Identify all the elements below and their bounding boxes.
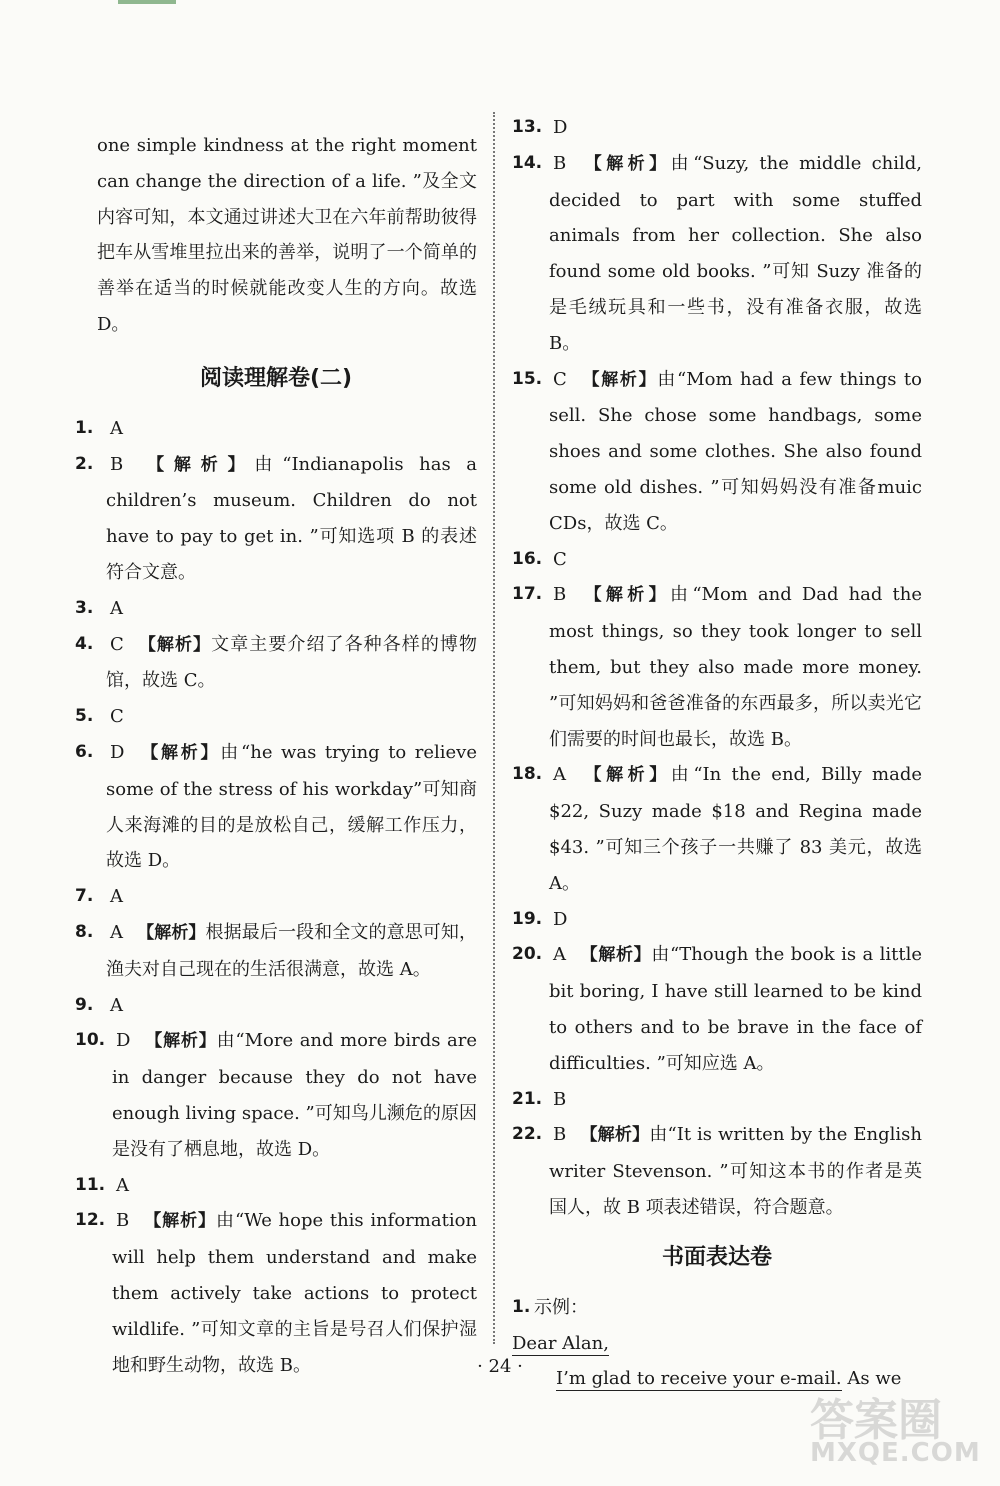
answer-letter: D xyxy=(110,741,125,763)
item-number: 14. xyxy=(512,152,543,173)
answer-list-left xyxy=(75,411,477,1384)
intro-paragraph: one simple kindness at the right moment can change the direction of a life. ”及全文内容可知，本文通过讲述大卫在六年前帮助彼得把车从雪堆里拉出来的善举，说明了一个简单的善举在适当的时候就能改变人生的方向。故选 D。 xyxy=(97,135,477,335)
answer-item xyxy=(512,146,922,362)
analysis-tag: 【解析】 xyxy=(580,585,670,606)
answer-item xyxy=(512,110,922,146)
answer-item xyxy=(512,1082,922,1118)
answer-item xyxy=(75,591,477,627)
item-number: 21. xyxy=(512,1088,543,1109)
page-number: · 24 · xyxy=(477,1356,523,1377)
answer-item xyxy=(512,937,922,1081)
analysis-tag: 【解析】 xyxy=(580,765,671,786)
item-number: 3. xyxy=(75,597,94,618)
answer-letter: D xyxy=(116,1030,131,1052)
analysis-text: 由“Though the book is a little bit boring, I have still learned to be kind to others and to be brave in the face of difficulties. ”可知应选 A。 xyxy=(549,944,923,1074)
top-color-mark xyxy=(118,0,176,4)
salutation-text: Dear Alan, xyxy=(512,1332,609,1354)
item-number: 1. xyxy=(75,417,94,438)
analysis-tag: 【解析】 xyxy=(580,945,652,966)
analysis-text: 文章主要介绍了各种各样的博物馆，故选 C。 xyxy=(106,633,478,692)
answer-item xyxy=(75,915,477,988)
answer-letter: C xyxy=(553,368,567,390)
left-column xyxy=(75,110,477,1383)
writing-label: 示例： xyxy=(534,1296,588,1318)
answer-item xyxy=(512,902,922,938)
answer-letter: A xyxy=(553,944,566,966)
answer-letter: B xyxy=(553,1088,567,1110)
answer-letter: C xyxy=(110,706,124,728)
answer-letter: A xyxy=(110,597,123,619)
answer-item xyxy=(75,447,477,591)
right-column xyxy=(512,110,922,1397)
answer-item xyxy=(75,735,477,879)
item-number: 19. xyxy=(512,908,543,929)
column-divider xyxy=(493,112,495,1344)
item-number: 22. xyxy=(512,1124,543,1145)
item-number: 10. xyxy=(75,1030,106,1051)
answer-letter: A xyxy=(110,994,123,1016)
analysis-text: 由“In the end, Billy made $22, Suzy made $18 and Regina made $43. ”可知三个孩子一共赚了 83 美元，故选 A。 xyxy=(549,764,922,894)
answer-letter: A xyxy=(110,921,123,943)
answer-letter: A xyxy=(110,886,123,908)
watermark-logo xyxy=(780,1384,980,1474)
analysis-tag: 【解析】 xyxy=(143,1211,217,1232)
answer-item xyxy=(512,577,922,757)
analysis-tag: 【解析】 xyxy=(144,1031,217,1052)
analysis-text: 由“Mom and Dad had the most things, so they took longer to sell them, but they also made more money. ”可知妈妈和爸爸准备的东西最多，所以卖光它们需要的时间也最长，故选 B。 xyxy=(549,584,922,750)
analysis-text: 由“Mom had a few things to sell. She chose some handbags, some shoes and some clothes. She also found some old dishes. ”可知妈妈没有准备muic CDs，故选 C。 xyxy=(549,368,923,534)
answer-letter: B xyxy=(553,1124,567,1146)
item-number: 9. xyxy=(75,994,94,1015)
section-title-reading-2: 阅读理解卷(二) xyxy=(199,365,353,391)
item-number: 17. xyxy=(512,584,543,605)
section-title-writing: 书面表达卷 xyxy=(661,1244,772,1270)
item-number: 11. xyxy=(75,1174,106,1195)
analysis-tag: 【解析】 xyxy=(580,369,658,390)
analysis-tag: 【解析】 xyxy=(138,742,221,763)
answer-letter: B xyxy=(110,453,124,475)
item-number: 15. xyxy=(512,368,543,389)
letter-rest: As we xyxy=(841,1368,902,1390)
item-number: 8. xyxy=(75,921,94,942)
item-number: 18. xyxy=(512,764,543,785)
analysis-text: 根据最后一段和全文的意思可知，渔夫对自己现在的生活很满意，故选 A。 xyxy=(106,921,478,980)
answer-item xyxy=(75,1023,477,1167)
answer-item xyxy=(75,988,477,1024)
watermark-logo-text: 答案圈 xyxy=(810,1395,942,1446)
analysis-text: 由“We hope this information will help them understand and make them actively take actions to protect wildlife. ”可知文章的主旨是号召人们保护湿地和野生动物，故选 B。 xyxy=(112,1210,478,1376)
answer-letter: A xyxy=(116,1174,129,1196)
answer-letter: A xyxy=(110,417,123,439)
answer-item xyxy=(512,362,922,542)
item-number: 1. xyxy=(512,1296,531,1317)
analysis-text: 由“It is written by the English writer Stevenson. ”可知这本书的作者是英国人，故 B 项表述错误，符合题意。 xyxy=(549,1124,922,1218)
item-number: 12. xyxy=(75,1210,106,1231)
answer-item xyxy=(75,879,477,915)
answer-letter: A xyxy=(553,764,566,786)
analysis-text: 由“he was trying to relieve some of the stress of his workday”可知商人来海滩的目的是放松自己，缓解工作压力，故选 D。 xyxy=(106,741,477,872)
item-number: 16. xyxy=(512,548,543,569)
item-number: 20. xyxy=(512,944,543,965)
answer-letter: C xyxy=(110,633,124,655)
answer-item xyxy=(512,1117,922,1225)
analysis-tag: 【解析】 xyxy=(580,1125,650,1146)
analysis-tag: 【解析】 xyxy=(137,454,255,475)
analysis-text: 由“Indianapolis has a children’s museum. Children do not have to pay to get in. ”可知选项 B 的表述符合文意。 xyxy=(106,453,477,583)
analysis-tag: 【解析】 xyxy=(137,634,212,655)
answer-item xyxy=(75,627,477,700)
item-number: 2. xyxy=(75,453,94,474)
item-number: 5. xyxy=(75,706,94,727)
answer-list-right xyxy=(512,110,922,1226)
answer-letter: D xyxy=(553,908,568,930)
answer-letter: B xyxy=(116,1210,130,1232)
analysis-tag: 【解析】 xyxy=(580,153,671,174)
item-number: 6. xyxy=(75,741,94,762)
answer-item xyxy=(75,411,477,447)
answer-letter: B xyxy=(553,584,567,606)
answer-letter: C xyxy=(553,548,567,570)
answer-item xyxy=(75,1168,477,1204)
analysis-tag: 【解析】 xyxy=(137,922,206,943)
answer-item xyxy=(512,757,922,901)
letter-underlined-sentence: I’m glad to receive your e-mail. xyxy=(556,1368,842,1390)
analysis-text: 由“Suzy, the middle child, decided to part with some stuffed animals from her collection. She also found some old books. ”可知 Suzy 准备的是毛绒玩具和一些书，没有准备衣服，故选 B。 xyxy=(549,152,922,354)
writing-item xyxy=(512,1290,922,1326)
analysis-text: 由“More and more birds are in danger because they do not have enough living space. ”可知鸟儿濒危的原因是没有了栖息地，故选 D。 xyxy=(112,1030,477,1160)
item-number: 4. xyxy=(75,633,94,654)
watermark-url: MXQE.COM xyxy=(810,1438,981,1468)
item-number: 7. xyxy=(75,886,94,907)
answer-item xyxy=(75,699,477,735)
item-number: 13. xyxy=(512,117,543,137)
answer-item xyxy=(512,542,922,578)
answer-letter: B xyxy=(553,152,567,174)
answer-letter: D xyxy=(553,117,568,138)
